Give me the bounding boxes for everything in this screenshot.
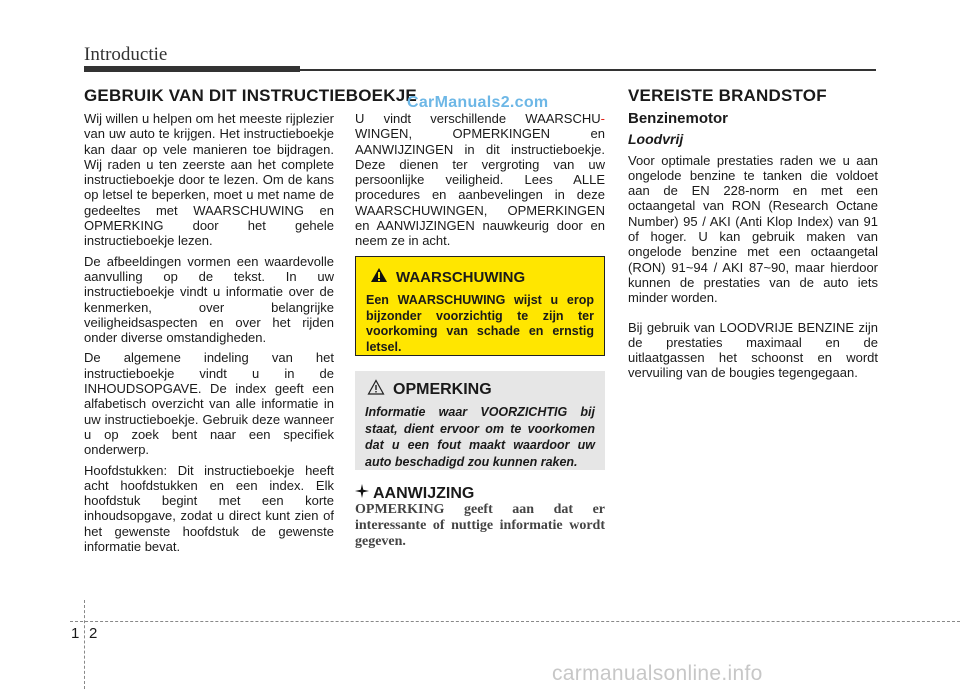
warning-title: WAARSCHUWING xyxy=(396,268,526,286)
section-title-fuel: VEREISTE BRANDSTOF xyxy=(628,86,827,105)
top-watermark: CarManuals2.com xyxy=(407,94,549,111)
section-title-manual: GEBRUIK VAN DIT INSTRUCTIEBOEKJE xyxy=(84,86,417,105)
hint-star-icon xyxy=(355,484,369,503)
subtitle-unleaded: Loodvrij xyxy=(628,131,684,148)
chapter-number: 1 xyxy=(71,625,80,642)
paragraph: De afbeeldingen vormen een waardevolle aanvulling op de tekst. In uw instructieboekje vindt u informatie over de kenmerken, over belangrijke veiligheidsaspecten en over het rijden onder diverse omstandigheden. xyxy=(84,253,334,346)
warning-triangle-icon xyxy=(370,267,388,287)
intro-hyphen: - xyxy=(600,111,605,126)
right-column xyxy=(628,111,878,386)
paragraph: Wij willen u helpen om het meeste rijplezier van uw auto te krijgen. Het instructieboekje kan daar op vele manieren toe bijdragen. Wij raden u ten zeerste aan het complete instructieboekje door te lezen. Om de kans op letsel te beperken, moet u met name de gedeeltes met WAARSCHUWING en OPMERKING door het gehele instructieboekje lezen. xyxy=(84,111,334,249)
warning-heading xyxy=(370,267,594,287)
page-header-title: Introductie xyxy=(84,44,168,65)
hint-body: OPMERKING geeft aan dat er interessante of nuttige informatie wordt gegeven. xyxy=(355,502,605,549)
page-number: 2 xyxy=(89,625,98,642)
paragraph: De algemene indeling van het instructieboekje vindt u in de INHOUDSOPGAVE. De index geeft een alfabetisch overzicht van alle informatie in uw instructieboekje. Gebruik deze wanneer u op zoek bent naar een specifiek onderwerp. xyxy=(84,350,334,458)
warning-box xyxy=(355,256,605,356)
hint-heading xyxy=(355,484,474,503)
paragraph: Bij gebruik van LOODVRIJE BENZINE zijn de prestaties maximaal en de uitlaatgassen het schoonst en wordt vervuiling van de bougies tegengegaan. xyxy=(628,319,878,381)
paragraph: Voor optimale prestaties raden we u aan ongelode benzine te tanken die voldoet aan de EN 228-norm en met een octaangetal van RON (Research Octane Number) 95 / AKI (Anti Klop Index) van 91 of hoger. U kan gebruik maken van ongelode benzine met een octaangetal (RON) 91~94 / AKI 87~90, maar hierdoor kunnen de prestaties van de auto iets minder worden. xyxy=(628,152,878,306)
subtitle-gasoline-engine: Benzinemotor xyxy=(628,110,729,127)
middle-column-intro xyxy=(355,111,605,254)
caution-triangle-icon xyxy=(367,379,385,400)
footer-watermark: carmanualsonline.info xyxy=(552,662,763,685)
caution-box xyxy=(355,371,605,470)
left-column xyxy=(84,111,334,559)
header-rule-thick xyxy=(84,66,300,72)
footer-divider xyxy=(70,621,960,622)
caution-title: OPMERKING xyxy=(393,380,492,398)
paragraph xyxy=(355,111,605,249)
paragraph: Hoofdstukken: Dit instructieboekje heeft acht hoofdstukken en een index. Elk hoofdstuk begint met een korte inhoudsopgave, zodat u direct kunt zien of het gewenste hoofdstuk de gewenste informatie bevat. xyxy=(84,462,334,555)
warning-body: Een WAARSCHUWING wijst u erop bijzonder voorzichtig te zijn ter voorkoming van schade en ernstig letsel. xyxy=(366,293,594,354)
caution-body: Informatie waar VOORZICHTIG bij staat, dient ervoor om te voorkomen dat u een fout maakt waardoor uw auto beschadigd zou kunnen raken. xyxy=(365,405,595,469)
intro-text-after: WINGEN, OPMERKINGEN en AANWIJZINGEN in dit instructieboekje. Deze dienen ter vergroting van uw persoonlijke veiligheid. Lees ALLE procedures en aanbevelingen in deze WAARSCHUWINGEN, OPMERKINGEN en AANWIJZINGEN nauwkeurig door en neem ze in acht. xyxy=(355,126,605,249)
caution-heading xyxy=(367,379,595,400)
intro-text-before: U vindt verschillende WAARSCHU xyxy=(355,111,601,126)
hint-title: AANWIJZING xyxy=(373,484,475,502)
footer-vertical-divider xyxy=(84,600,85,689)
header-rule-thin xyxy=(300,69,876,71)
